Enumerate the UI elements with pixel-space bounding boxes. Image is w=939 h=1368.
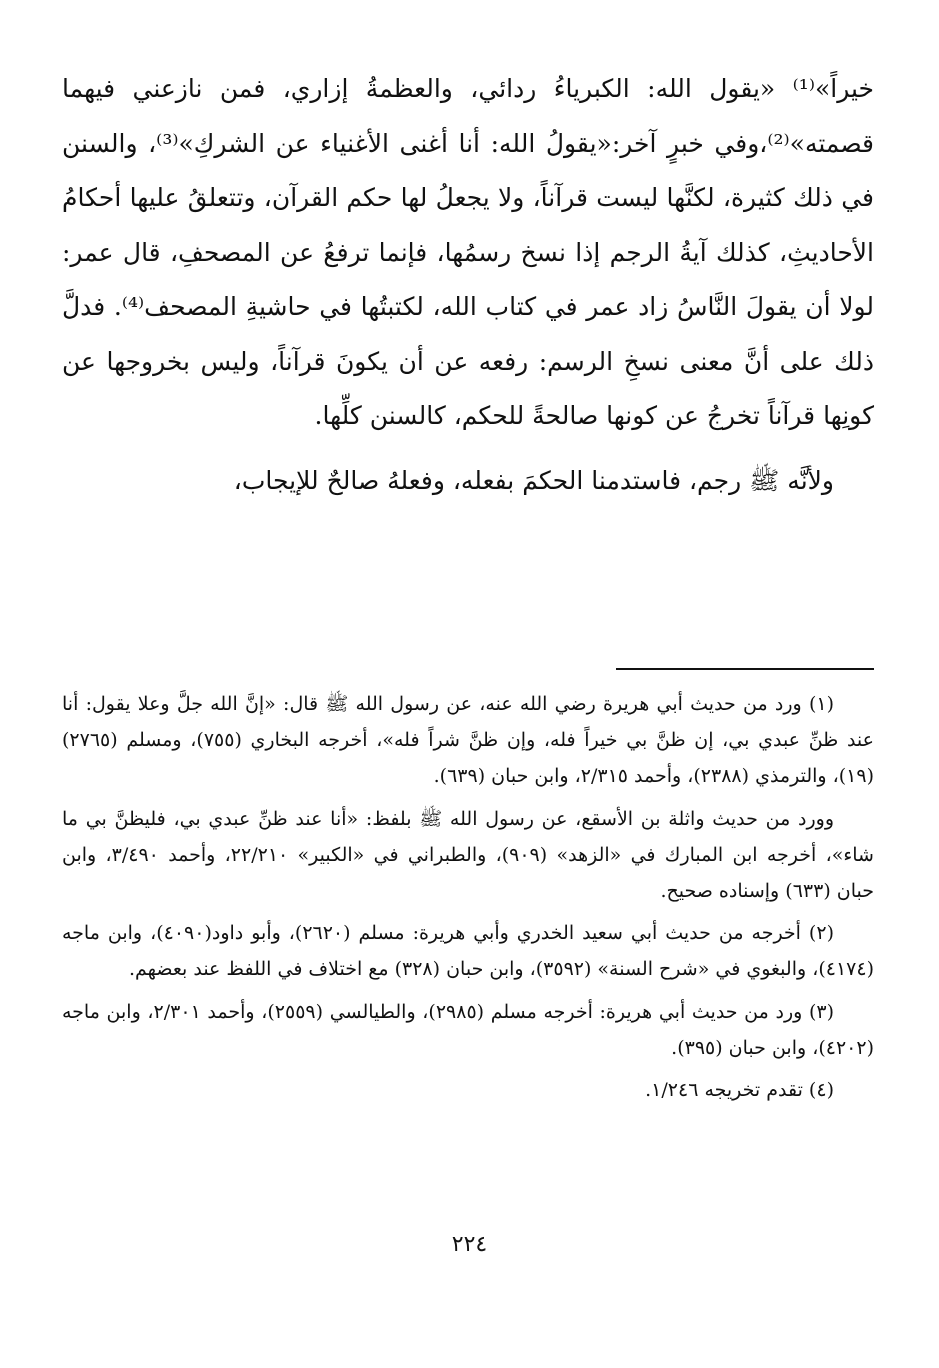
- footnote-1-continued: وورد من حديث واثلة بن الأسقع، عن رسول الله ﷺ بلفظ: «أنا عند ظنِّ عبدي بي، فليظنَّ بي ما شاء»، أخرجه ابن المبارك في «الزهد» (٩٠٩)، والطبراني في «الكبير» ٢٢/٢١٠، وأحمد ٣/٤٩٠، وابن حبان (٦٣٣) وإسناده صحيح.: [62, 807, 874, 903]
- main-paragraph: خيراً»⁽¹⁾ «يقول الله: الكبرياءُ ردائي، والعظمةُ إزاري، فمن نازعني فيهما قصمته»⁽²⁾،وفي خبرٍ آخر:«يقولُ الله: أنا أغنى الأغنياء عن الشركِ»⁽³⁾، والسنن في ذلك كثيرة، لكنَّها ليست قرآناً، ولا يجعلُ لها حكم القرآن، وتتعلقُ عليها أحكامُ الأحاديثِ، كذلك آيةُ الرجم إذا نسخ رسمُها، فإنما ترفعُ عن المصحفِ، قال عمر: لولا أن يقولَ النَّاسُ زاد عمر في كتاب الله، لكتبتُها في حاشيةِ المصحف⁽⁴⁾. فدلَّ ذلك على أنَّ معنى نسخِ الرسم: رفعه عن أن يكونَ قرآناً، وليس بخروجها عن كونِها قرآناً تخرجُ عن كونها صالحةً للحكم، كالسنن كلِّها.: [62, 74, 874, 430]
- footnote-separator: [616, 668, 874, 670]
- footnote-3: (٣) ورد من حديث أبي هريرة: أخرجه مسلم (٢٩٨٥)، والطيالسي (٢٥٥٩)، وأحمد ٢/٣٠١، وابن ماجه (٤٢٠٢)، وابن حبان (٣٩٥).: [62, 1000, 874, 1059]
- book-page: [62, 62, 875, 1102]
- footnote-4: (٤) تقدم تخريجه ١/٢٤٦.: [645, 1079, 834, 1102]
- footnote-1: (١) ورد من حديث أبي هريرة رضي الله عنه، عن رسول الله ﷺ قال: «إنَّ الله جلَّ وعلا يقول: أنا عند ظنِّ عبدي بي، إن ظنَّ بي خيراً فله، وإن ظنَّ شراً فله»، أخرجه البخاري (٧٥٥)، ومسلم (٢٧٦٥) (١٩)، والترمذي (٢٣٨٨)، وأحمد ٢/٣١٥، وابن حبان (٦٣٩).: [62, 693, 875, 788]
- page-number: ٢٢٤: [451, 1232, 488, 1257]
- footnote-2: (٢) أخرجه من حديث أبي سعيد الخدري وأبي هريرة: مسلم (٢٦٢٠)، وأبو داود(٤٠٩٠)، وابن ماجه (٤١٧٤)، والبغوي في «شرح السنة» (٣٥٩٢)، وابن حبان (٣٢٨) مع اختلاف في اللفظ عند بعضهم.: [62, 922, 874, 981]
- footnotes: [62, 686, 874, 1114]
- main-paragraph-2: ولأنَّه ﷺ رجم، فاستدمنا الحكمَ بفعله، وفعلهُ صالحٌ للإيجاب،: [233, 465, 834, 495]
